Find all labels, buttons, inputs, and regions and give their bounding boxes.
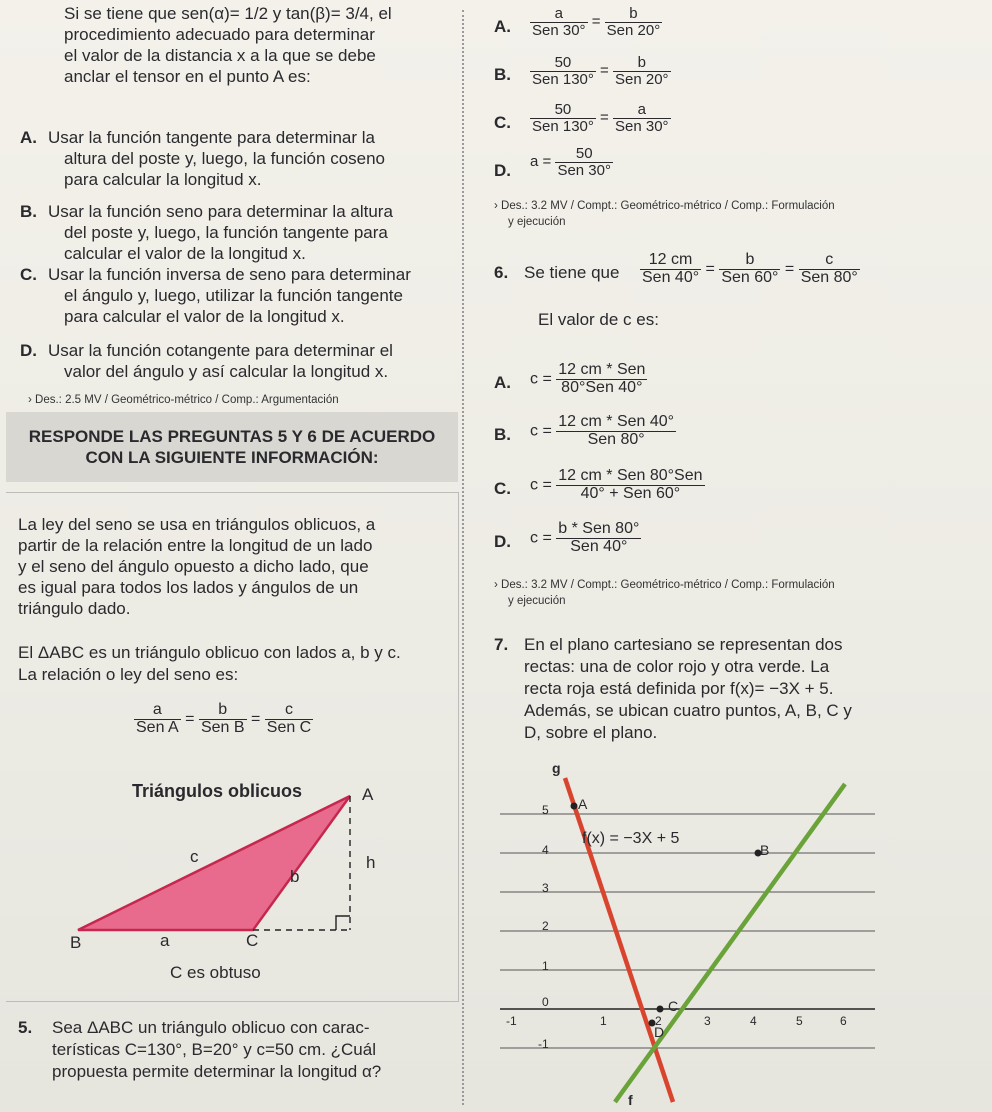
q6-descriptor: › Des.: 3.2 MV / Compt.: Geométrico-métrico / Comp.: Formulación (494, 579, 835, 591)
graph-point-a-label: A (578, 796, 588, 812)
q5-descriptor-line-1: Des.: 3.2 MV / Compt.: Geométrico-métrico / Comp.: Formulación (501, 200, 835, 212)
q6-option-c[interactable] (530, 468, 705, 503)
q5-c-den-2: Sen 30° (615, 117, 669, 135)
law-num-1: a (134, 702, 181, 720)
q6-ratios: $\frac{12 cm}{\text{Sen 40°}}$ = $\frac{b}{\text{Sen 60°}}$ = $\frac{c}{\text{Sen 80°}}$ (642, 251, 858, 286)
y-tick-5: 5 (542, 803, 549, 817)
q5-option-c-letter[interactable]: C. (494, 113, 511, 132)
right-angle-mark (336, 916, 350, 930)
q6-c-prefix: c = (530, 476, 552, 494)
figure-title: Triángulos oblicuos (132, 781, 303, 801)
q4-option-c-line-3[interactable]: para calcular el valor de la longitud x. (64, 307, 345, 326)
q4-option-a-line-1[interactable]: Usar la función tangente para determinar la (48, 128, 375, 147)
q4-intro-line-1: Si se tiene que sen(α)= 1/2 y tan(β)= 3/4, el (64, 4, 392, 23)
q4-option-c-line-1[interactable]: Usar la función inversa de seno para determinar (48, 265, 411, 284)
q5-d-den: Sen 30° (557, 161, 611, 179)
q5-option-d[interactable] (530, 146, 613, 179)
graph-point-d-label: D (654, 1024, 665, 1040)
q5-b-num-1: 50 (530, 55, 596, 72)
respond-line-1: RESPONDE LAS PREGUNTAS 5 Y 6 DE ACUERDO (28, 427, 436, 446)
q6-b-den: Sen 80° (587, 430, 645, 448)
q6-option-d-letter[interactable]: D. (494, 532, 511, 551)
info-p1-line-2: partir de la relación entre la longitud de un lado (18, 536, 373, 555)
law-den-1: Sen A (136, 718, 179, 736)
q4-option-c-letter[interactable]: C. (20, 265, 37, 284)
q5-a-den-2: Sen 20° (606, 21, 661, 39)
x-tick-4: 4 (750, 1014, 757, 1028)
triangle-shape (78, 796, 350, 930)
q5-line-2: terísticas C=130°, B=20° y c=50 cm. ¿Cuál (52, 1040, 376, 1059)
figure-side-c: c (190, 847, 199, 866)
q7-line-2: rectas: una de color rojo y otra verde. La (524, 657, 830, 676)
q4-descriptor: › Des.: 2.5 MV / Geométrico-métrico / Comp.: Argumentación (28, 394, 339, 406)
q6-a-prefix: c = (530, 370, 552, 388)
q6-number: 6. (494, 263, 509, 282)
q4-option-b-line-2[interactable]: del poste y, luego, la función tangente para (64, 223, 388, 242)
q4-option-b-letter[interactable]: B. (20, 202, 37, 221)
respond-banner (6, 412, 458, 482)
q4-option-d-line-1[interactable]: Usar la función cotangente para determinar el (48, 341, 393, 360)
q6-descriptor-line-1: Des.: 3.2 MV / Compt.: Geométrico-métrico / Comp.: Formulación (501, 579, 835, 591)
q4-intro-line-4: anclar el tensor en el punto A es: (64, 67, 311, 86)
y-tick-2: 2 (542, 919, 549, 933)
q6-den-2: Sen 60° (721, 268, 779, 286)
q4-intro-line-3: el valor de la distancia x a la que se debe (64, 46, 376, 65)
q6-b-num: 12 cm * Sen 40° (558, 413, 675, 430)
y-tick-3: 3 (542, 881, 549, 895)
figure-side-a: a (160, 931, 170, 950)
q5-d-prefix: a = (530, 153, 552, 171)
figure-vertex-c: C (246, 931, 259, 950)
red-line-f (565, 778, 673, 1102)
q7-line-3: recta roja está definida por f(x)= −3X + 5. (524, 679, 834, 698)
figure-caption: C es obtuso (170, 963, 261, 982)
q5-b-num-2: b (613, 55, 671, 72)
info-p1-line-3: y el seno del ángulo opuesto a dicho lado, que (18, 557, 369, 576)
q6-num-3: c (799, 252, 860, 270)
graph-function-label: f(x) = −3X + 5 (582, 830, 680, 847)
x-tick-6: 6 (840, 1014, 847, 1028)
q5-descriptor: › Des.: 3.2 MV / Compt.: Geométrico-métrico / Comp.: Formulación (494, 200, 835, 212)
graph-f-label: f (628, 1092, 633, 1108)
q6-d-prefix: c = (530, 529, 552, 547)
law-num-2: b (199, 702, 247, 720)
law-den-3: Sen C (266, 718, 312, 736)
q4-option-d-line-2[interactable]: valor del ángulo y así calcular la longitud x. (64, 362, 389, 381)
info-p2: El ΔABC es un triángulo oblicuo con lados a, b y c. (18, 643, 401, 662)
info-p1-line-4: es igual para todos los lados y ángulos de un (18, 578, 359, 597)
q7-number: 7. (494, 635, 509, 654)
figure-side-b: b (290, 867, 300, 886)
y-tick-1: 1 (542, 959, 549, 973)
q6-option-d[interactable] (530, 521, 641, 556)
q4-option-a-letter[interactable]: A. (20, 128, 37, 147)
x-tick-5: 5 (796, 1014, 803, 1028)
y-tick-0: 0 (542, 995, 549, 1009)
q5-descriptor-line-2: y ejecución (508, 216, 566, 228)
q5-c-num-1: 50 (530, 102, 596, 119)
q5-a-num-2: b (605, 6, 663, 23)
q4-option-c-line-2[interactable]: el ángulo y, luego, utilizar la función tangente (64, 286, 403, 305)
q6-question: El valor de c es: (538, 310, 659, 329)
column-divider (462, 10, 464, 1105)
q5-c-num-2: a (613, 102, 671, 119)
q6-option-b[interactable] (530, 414, 676, 449)
q5-a-den-1: Sen 30° (532, 21, 586, 39)
x-tick-minus-1: -1 (506, 1014, 517, 1028)
q5-option-d-letter[interactable]: D. (494, 161, 511, 180)
q6-descriptor-line-2: y ejecución (508, 595, 566, 607)
figure-vertex-b: B (70, 933, 82, 952)
q4-option-b-line-1[interactable]: Usar la función seno para determinar la altura (48, 202, 393, 221)
figure-height-h: h (366, 853, 376, 872)
info-p3: La relación o ley del seno es: (18, 665, 239, 684)
q5-line-3: propuesta permite determinar la longitud α? (52, 1062, 382, 1081)
q6-num-1: 12 cm (640, 252, 701, 270)
graph-point-b-label: B (760, 842, 770, 858)
q6-den-3: Sen 80° (800, 268, 858, 286)
grid-lines (500, 814, 875, 1048)
q4-option-d-letter[interactable]: D. (20, 341, 37, 360)
respond-line-2: CON LA SIGUIENTE INFORMACIÓN: (85, 448, 379, 467)
q7-line-1: En el plano cartesiano se representan dos (524, 635, 843, 654)
q5-line-1: Sea ΔABC un triángulo oblicuo con carac- (52, 1018, 370, 1037)
q4-option-b-line-3[interactable]: calcular el valor de la longitud x. (64, 244, 306, 263)
q5-b-den-1: Sen 130° (532, 70, 594, 88)
q6-option-b-letter[interactable]: B. (494, 425, 511, 444)
q6-option-a[interactable] (530, 362, 647, 397)
graph-point-c-label: C (668, 998, 679, 1014)
q7-line-5: D, sobre el plano. (524, 723, 658, 742)
q6-a-num: 12 cm * Sen (558, 361, 646, 378)
q6-c-num: 12 cm * Sen 80°Sen (558, 467, 703, 484)
law-den-2: Sen B (200, 718, 245, 736)
q7-line-4: Además, se ubican cuatro puntos, A, B, C y (524, 701, 852, 720)
x-tick-2: 2 (655, 1014, 662, 1028)
q6-num-2: b (719, 252, 780, 270)
q5-option-a-letter[interactable]: A. (494, 17, 511, 36)
law-of-sines: $\frac{a}{\text{Sen A}}$ = $\frac{b}{\text{Sen B}}$ = $\frac{c}{\text{Sen C}}$ (136, 701, 312, 736)
y-tick-4: 4 (542, 843, 549, 857)
q6-text: Se tiene que (524, 263, 620, 282)
q5-b-den-2: Sen 20° (615, 70, 669, 88)
q5-option-c[interactable]: $\frac{50}{\text{Sen 130°}}$ = $\frac{a}{\text{Sen 30°}}$ (532, 101, 669, 135)
q5-a-num-1: a (530, 6, 588, 23)
graph-g-label: g (552, 760, 561, 776)
y-tick-minus-1: -1 (538, 1037, 549, 1051)
q6-a-den: 80°Sen 40° (561, 378, 643, 396)
info-p1-line-5: triángulo dado. (18, 599, 131, 618)
q5-d-num: 50 (555, 146, 613, 163)
q5-option-a[interactable]: $\frac{a}{\text{Sen 30°}}$ = $\frac{b}{\text{Sen 20°}}$ (532, 5, 661, 39)
q5-c-den-1: Sen 130° (532, 117, 594, 135)
q6-c-den: 40° + Sen 60° (580, 484, 681, 502)
q4-intro-line-2: procedimiento adecuado para determinar (64, 25, 375, 44)
q6-d-den: Sen 40° (570, 537, 628, 555)
q4-option-a-line-2[interactable]: altura del poste y, luego, la función coseno (64, 149, 386, 168)
q4-descriptor-text: Des.: 2.5 MV / Geométrico-métrico / Comp.: Argumentación (35, 394, 339, 406)
figure-vertex-a: A (362, 785, 374, 804)
q4-option-a-line-3[interactable]: para calcular la longitud x. (64, 170, 262, 189)
x-tick-3: 3 (704, 1014, 711, 1028)
q6-d-num: b * Sen 80° (558, 520, 640, 537)
q6-den-1: Sen 40° (642, 268, 700, 286)
point-a (571, 803, 578, 810)
q5-option-b-letter[interactable]: B. (494, 65, 511, 84)
x-tick-1: 1 (600, 1014, 607, 1028)
q5-number: 5. (18, 1018, 33, 1037)
law-num-3: c (265, 702, 313, 720)
q5-option-b[interactable]: $\frac{50}{\text{Sen 130°}}$ = $\frac{b}{\text{Sen 20°}}$ (532, 54, 669, 88)
q6-option-a-letter[interactable]: A. (494, 373, 511, 392)
info-p1-line-1: La ley del seno se usa en triángulos oblicuos, a (18, 515, 376, 534)
q6-option-c-letter[interactable]: C. (494, 479, 511, 498)
q6-b-prefix: c = (530, 422, 552, 440)
oblique-triangle-figure (60, 770, 380, 980)
